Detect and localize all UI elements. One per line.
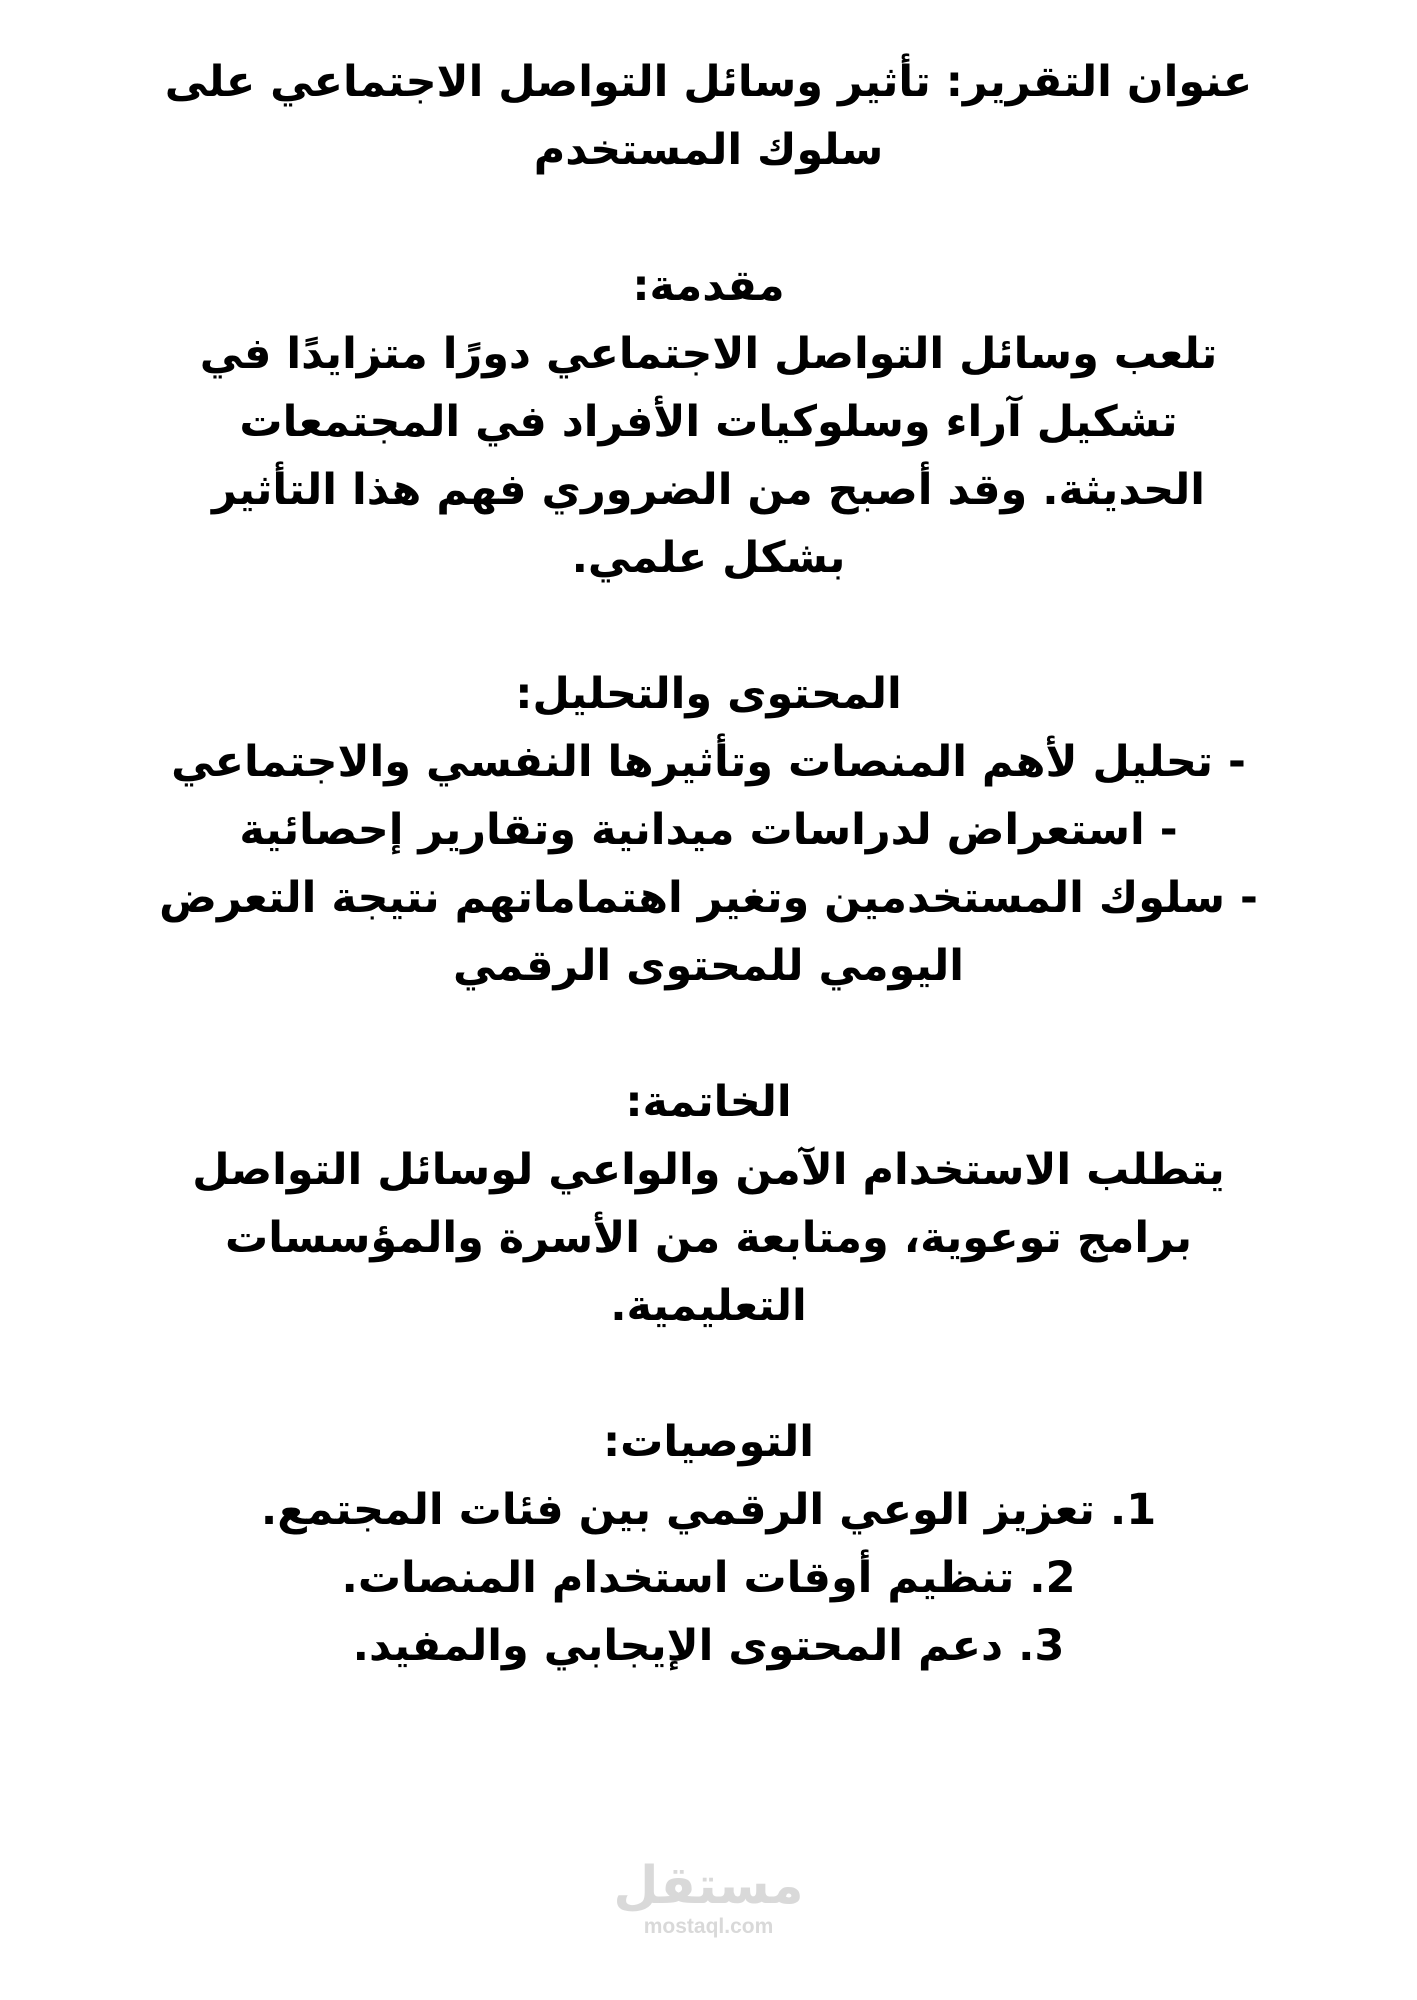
intro-section <box>150 252 1267 592</box>
conclusion-heading: الخاتمة: <box>625 1077 792 1127</box>
content-line: - استعراض لدراسات ميدانية وتقارير إحصائية <box>239 805 1178 855</box>
content-line: - سلوك المستخدمين وتغير اهتماماتهم نتيجة التعرض <box>159 873 1258 923</box>
conclusion-line: يتطلب الاستخدام الآمن والواعي لوسائل التواصل <box>192 1145 1225 1195</box>
recommendation-item: 3. دعم المحتوى الإيجابي والمفيد. <box>352 1621 1065 1671</box>
section-gap <box>150 1340 1267 1408</box>
content-line: - تحليل لأهم المنصات وتأثيرها النفسي والاجتماعي <box>171 737 1246 787</box>
conclusion-line: برامج توعوية، ومتابعة من الأسرة والمؤسسات <box>225 1213 1192 1263</box>
recommendation-item: 2. تنظيم أوقات استخدام المنصات. <box>341 1553 1076 1603</box>
intro-line: بشكل علمي. <box>571 533 846 583</box>
report-title <box>150 48 1267 184</box>
content-line: اليومي للمحتوى الرقمي <box>452 941 965 991</box>
recommendations-heading: التوصيات: <box>602 1417 815 1467</box>
conclusion-section <box>150 1068 1267 1340</box>
title-line: عنوان التقرير: تأثير وسائل التواصل الاجتماعي على <box>164 57 1253 107</box>
recommendation-item: 1. تعزيز الوعي الرقمي بين فئات المجتمع. <box>260 1485 1157 1535</box>
section-gap <box>150 1000 1267 1068</box>
watermark-logo: مستقل <box>613 1856 804 1916</box>
section-gap <box>150 184 1267 252</box>
recommendations-section <box>150 1408 1267 1680</box>
watermark-url: mostaql.com <box>643 1915 774 1938</box>
content-heading: المحتوى والتحليل: <box>515 669 902 719</box>
conclusion-line: التعليمية. <box>610 1281 807 1331</box>
section-gap <box>150 592 1267 660</box>
intro-line: تشكيل آراء وسلوكيات الأفراد في المجتمعات <box>239 397 1178 447</box>
content-section <box>150 660 1267 1000</box>
intro-heading: مقدمة: <box>632 261 785 311</box>
title-line: سلوك المستخدم <box>533 125 884 175</box>
intro-line: تلعب وسائل التواصل الاجتماعي دورًا متزايدًا في <box>199 329 1218 379</box>
intro-line: الحديثة. وقد أصبح من الضروري فهم هذا التأثير <box>211 465 1206 515</box>
watermark <box>0 1858 1417 1940</box>
report-document <box>150 48 1267 1680</box>
